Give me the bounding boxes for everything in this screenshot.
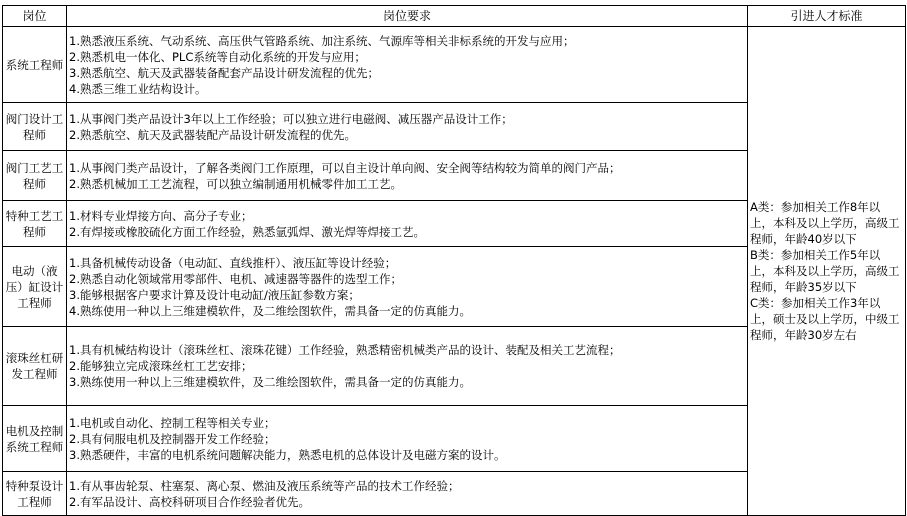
requirements-cell xyxy=(67,327,748,406)
requirement-line: 3.熟练使用一种以上三维建模软件，及二维绘图软件，需具备一定的仿真能力。 xyxy=(69,375,471,389)
header-row xyxy=(3,6,906,27)
requirement-line: 1.从事阀门类产品设计，了解各类阀门工作原理，可以自主设计单向阀、安全阀等结构较为简单的阀门产品； xyxy=(69,160,621,175)
position-cell: 阀门设计工程师 xyxy=(3,103,67,151)
requirement-line: 1.有从事齿轮泵、柱塞泵、离心泵、燃油及液压系统等产品的技术工作经验； xyxy=(69,478,460,493)
requirement-line: 2.有军品设计、高校科研项目合作经验者优先。 xyxy=(69,494,310,509)
requirement-line: 4.熟练使用一种以上三维建模软件，及二维绘图软件，需具备一定的仿真能力。 xyxy=(69,303,471,318)
requirements-cell xyxy=(67,103,748,151)
requirements-cell xyxy=(67,27,748,103)
talent-standard-line: C类：参加相关工作3年以上，硕士及以上学历，中级工程师，年龄30岁左右 xyxy=(750,296,900,342)
requirement-line: 2.熟悉机械加工工艺流程，可以独立编制通用机械零件加工工艺。 xyxy=(69,176,402,191)
requirements-cell xyxy=(67,406,748,472)
position-cell: 滚珠丝杠研发工程师 xyxy=(3,327,67,406)
talent-standard-cell xyxy=(748,27,906,516)
requirement-line: 1.材料专业焊接方向、高分子专业； xyxy=(69,208,253,223)
position-cell: 阀门工艺工程师 xyxy=(3,151,67,201)
table-row xyxy=(3,27,906,103)
position-cell: 特种泵设计工程师 xyxy=(3,472,67,516)
requirement-line: 1.电机或自动化、控制工程等相关专业； xyxy=(69,415,276,430)
requirement-line: 1.熟悉液压系统、气动系统、高压供气管路系统、加注系统、气源库等相关非标系统的开发与应用； xyxy=(69,33,575,48)
requirement-line: 1.具备机械传动设备（电动缸、直线推杆）、液压缸等设计经验； xyxy=(69,255,397,270)
requirement-line: 1.具有机械结构设计（滚珠丝杠、滚珠花键）工作经验，熟悉精密机械类产品的设计、装配及相关工艺流程； xyxy=(69,343,621,357)
position-cell: 系统工程师 xyxy=(3,27,67,103)
requirement-line: 2.熟悉机电一体化、PLC系统等自动化系统的开发与应用； xyxy=(69,49,366,64)
requirements-cell xyxy=(67,151,748,201)
requirements-cell xyxy=(67,472,748,516)
position-cell: 特种工艺工程师 xyxy=(3,201,67,247)
job-requirements-table xyxy=(2,5,906,516)
requirement-line: 3.能够根据客户要求计算及设计电动缸/液压缸参数方案； xyxy=(69,287,360,302)
header-position: 岗位 xyxy=(3,6,67,27)
position-cell: 电动（液压）缸设计工程师 xyxy=(3,247,67,327)
requirement-line: 1.从事阀门类产品设计3年以上工作经验；可以独立进行电磁阀、减压器产品设计工作； xyxy=(69,111,513,126)
requirement-line: 4.熟悉三维工业结构设计。 xyxy=(69,81,207,96)
requirements-cell xyxy=(67,201,748,247)
requirements-cell xyxy=(67,247,748,327)
header-talent-standard: 引进人才标准 xyxy=(748,6,906,27)
requirement-line: 2.熟悉自动化领域常用零部件、电机、减速器等器件的选型工作； xyxy=(69,271,402,286)
requirement-line: 2.有焊接或橡胶硫化方面工作经验，熟悉氩弧焊、激光焊等焊接工艺。 xyxy=(69,224,425,239)
requirement-line: 2.能够独立完成滚珠丝杠工艺安排； xyxy=(69,359,253,373)
requirement-line: 3.熟悉硬件，丰富的电机系统问题解决能力，熟悉电机的总体设计及电磁方案的设计。 xyxy=(69,447,506,462)
header-requirements: 岗位要求 xyxy=(67,6,748,27)
talent-standard-line: B类：参加相关工作5年以上，本科及以上学历，高级工程师，年龄35岁以下 xyxy=(750,248,900,294)
position-cell: 电机及控制系统工程师 xyxy=(3,406,67,472)
talent-standard-line: A类：参加相关工作8年以上，本科及以上学历，高级工程师，年龄40岁以下 xyxy=(750,200,900,246)
requirement-line: 3.熟悉航空、航天及武器装备配套产品设计研发流程的优先； xyxy=(69,65,379,80)
requirement-line: 2.熟悉航空、航天及武器装配产品设计研发流程的优先。 xyxy=(69,127,356,142)
requirement-line: 2.具有伺服电机及控制器开发工作经验； xyxy=(69,431,276,446)
